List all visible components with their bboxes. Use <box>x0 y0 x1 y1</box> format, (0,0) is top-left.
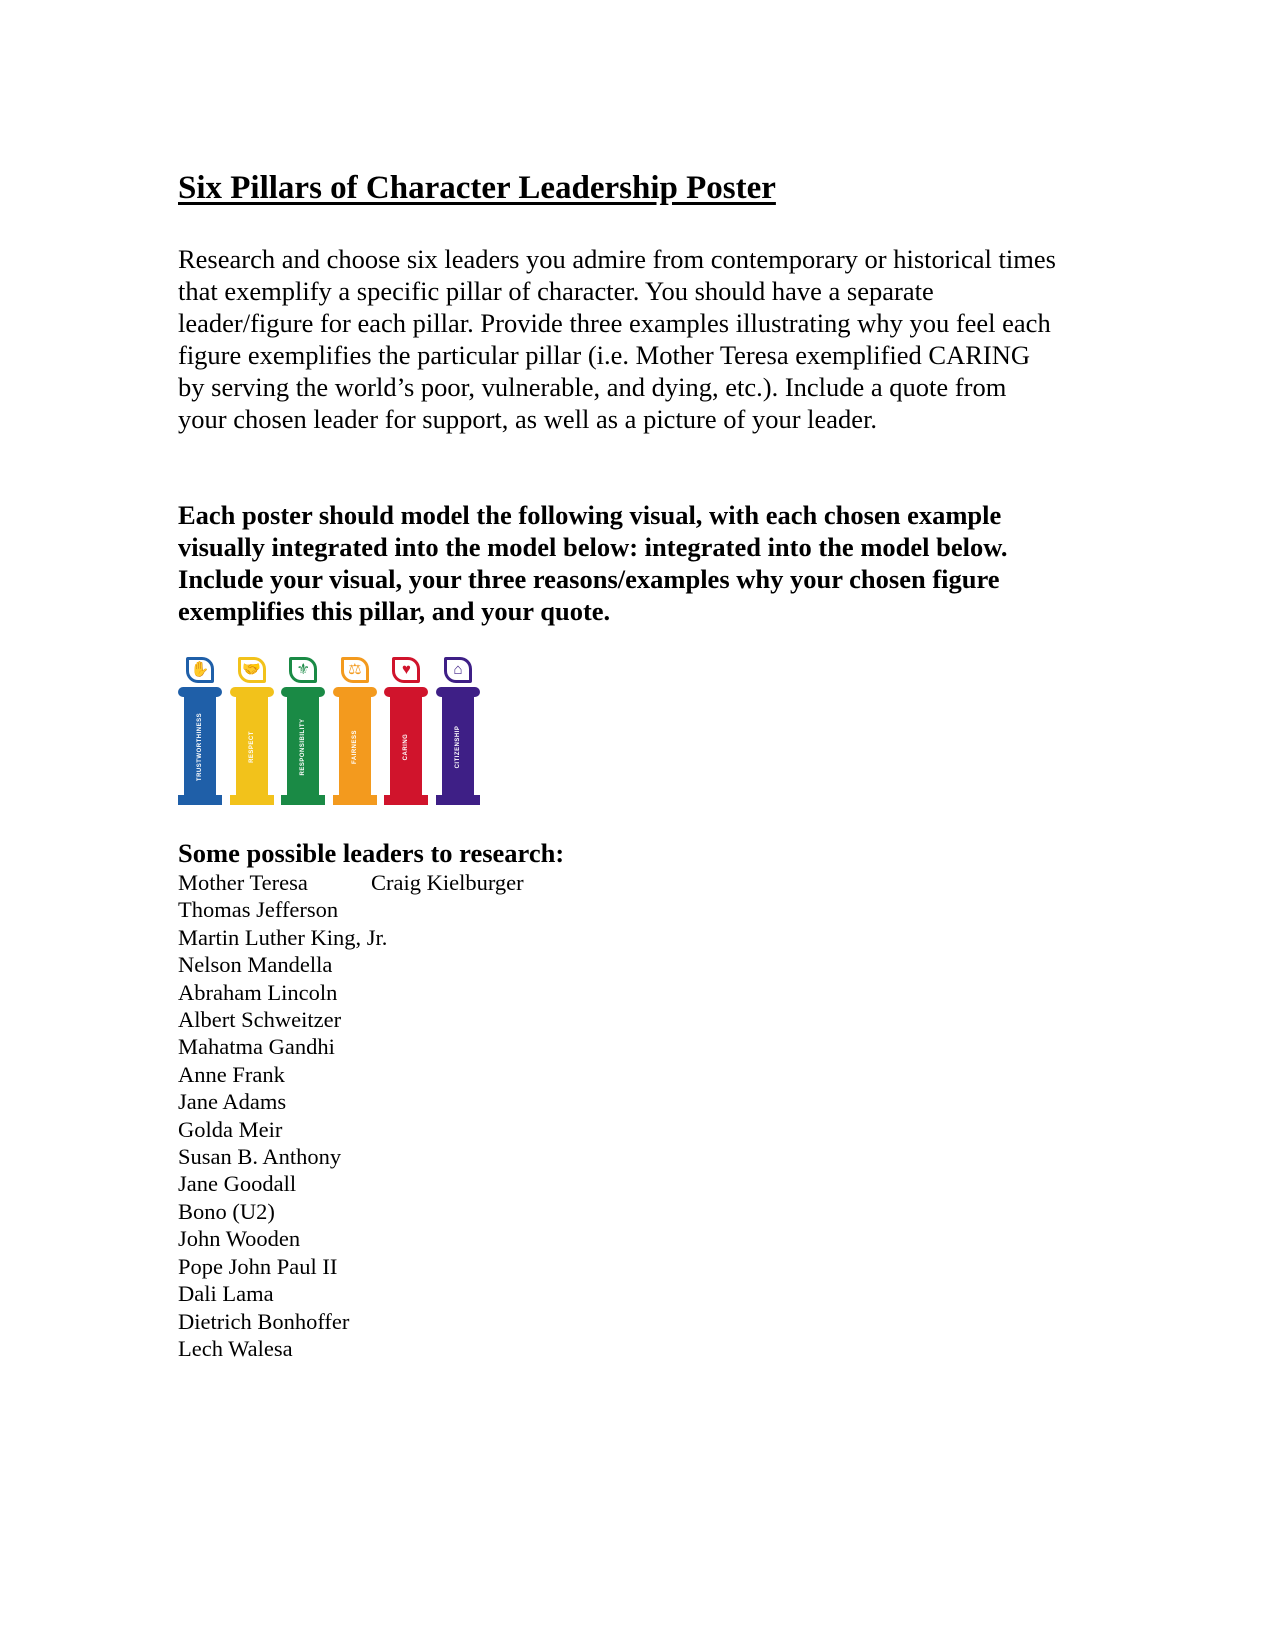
leader-item: Dietrich Bonhoffer <box>178 1308 350 1334</box>
pillar-base <box>436 795 480 805</box>
leader-item: Thomas Jefferson <box>178 897 339 923</box>
leader-item: John Wooden <box>178 1226 301 1252</box>
pillar-citizenship <box>436 657 480 805</box>
pillar-icon: ⌂ <box>444 657 472 683</box>
pillar-capital <box>281 687 325 697</box>
pillar-base <box>333 795 377 805</box>
leader-item: Mahatma Gandhi <box>178 1034 335 1060</box>
intro-paragraph: Research and choose six leaders you admire from contemporary or historical times that exemplify a specific pillar of character. You should have a separate leader/figure for each pillar. Provide three examples illustrating why you feel each figure exemplifies the particular pillar (i.e. Mother Teresa exemplified CARING by serving the world’s poor, vulnerable, and dying, etc.). Include a quote from your chosen leader for support, as well as a picture of your leader. <box>178 244 1056 434</box>
leader-item: Nelson Mandella <box>178 952 333 978</box>
pillar-label: RESPECT <box>248 731 255 763</box>
pillar-label: TRUSTWORTHINESS <box>197 712 203 782</box>
leader-item: Pope John Paul II <box>178 1253 338 1279</box>
pillar-icon: ♥ <box>392 657 420 683</box>
pillar-base <box>178 795 222 805</box>
pillar-icon: ⚜ <box>289 657 317 683</box>
leader-item: Jane Goodall <box>178 1171 297 1197</box>
leader-item: Mother Teresa <box>178 870 308 895</box>
instructions-paragraph: Each poster should model the following visual, with each chosen example visually integrated into the model below: integrated into the model below. Include your visual, your three reasons/examples why your chosen figure exemplifies this pillar, and your quote. <box>178 500 1008 626</box>
leaders-heading: Some possible leaders to research: <box>178 838 565 868</box>
pillar-trustworthiness <box>178 657 222 805</box>
leaders-list <box>178 869 387 1362</box>
leader-item: Anne Frank <box>178 1061 285 1087</box>
six-pillars-image <box>178 657 480 805</box>
pillar-responsibility <box>281 657 325 805</box>
pillar-capital <box>178 687 222 697</box>
page-title: Six Pillars of Character Leadership Poster <box>178 170 776 206</box>
pillar-capital <box>333 687 377 697</box>
pillar-capital <box>436 687 480 697</box>
pillar-label: CARING <box>403 733 410 761</box>
pillar-base <box>230 795 274 805</box>
pillar-respect <box>230 657 274 805</box>
pillar-capital <box>384 687 428 697</box>
pillar-label: RESPONSIBILITY <box>300 718 307 776</box>
pillar-icon: ✋ <box>186 657 214 683</box>
leader-item: Dali Lama <box>178 1281 274 1307</box>
pillar-label: CITIZENSHIP <box>455 725 461 769</box>
leader-item: Lech Walesa <box>178 1335 293 1361</box>
pillar-base <box>281 795 325 805</box>
leader-item: Susan B. Anthony <box>178 1144 342 1170</box>
pillar-caring <box>384 657 428 805</box>
leader-item: Golda Meir <box>178 1116 283 1142</box>
leader-item: Jane Adams <box>178 1089 287 1115</box>
leader-item: Bono (U2) <box>178 1198 275 1224</box>
pillar-capital <box>230 687 274 697</box>
pillar-fairness <box>333 657 377 805</box>
pillar-icon: ⚖ <box>341 657 369 683</box>
leader-item: Craig Kielburger <box>371 870 524 895</box>
pillar-base <box>384 795 428 805</box>
leader-item: Abraham Lincoln <box>178 979 338 1005</box>
leader-item: Albert Schweitzer <box>178 1007 342 1033</box>
pillar-label: FAIRNESS <box>351 729 358 765</box>
pillar-icon: 🤝 <box>238 657 266 683</box>
leader-item: Martin Luther King, Jr. <box>178 924 388 950</box>
